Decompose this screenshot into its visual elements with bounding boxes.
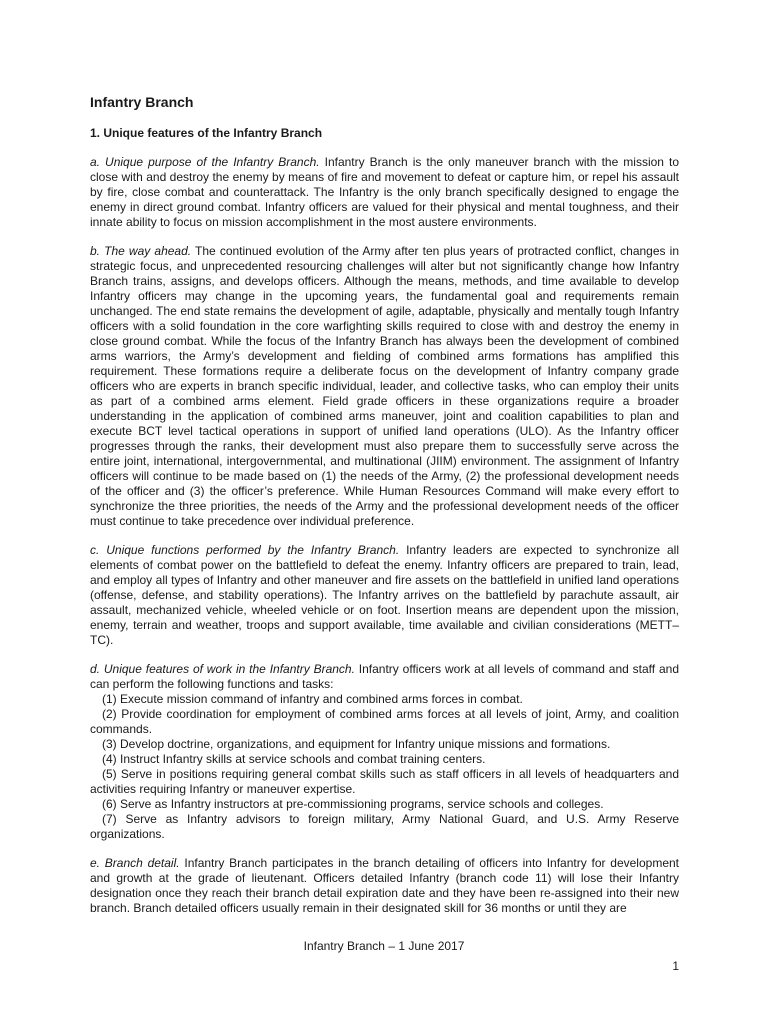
list-item: (6) Serve as Infantry instructors at pre-commissioning programs, service schools and colleges.: [102, 797, 604, 811]
document-page: [90, 94, 679, 930]
paragraph-text: Infantry Branch is the only maneuver branch with the mission to close with and destroy the enemy by means of fire and movement to defeat or capture him, or repel his assault by fire, close combat and counterattack. The Infantry is the only branch specifically designed to engage the enemy in direct ground combat. Infantry officers are valued for their physical and mental toughness, and their innate ability to focus on mission accomplishment in the most austere environments.: [90, 155, 679, 229]
paragraph-unique-purpose: [90, 155, 679, 230]
work-features-section: [90, 662, 679, 842]
paragraph-text: The continued evolution of the Army after ten plus years of protracted conflict, changes in strategic focus, and unprecedented resourcing challenges will alter but not significantly change how Infantry Branch trains, assigns, and develops officers. Although the means, methods, and time available to develop Infantry officers may change in the upcoming years, the fundamental goal and requirements remain unchanged. The end state remains the development of agile, adaptable, physically and mentally tough Infantry officers with a solid foundation in the core warfighting skills required to close with and destroy the enemy in close ground combat. While the focus of the Infantry Branch has always been the development of combined arms warriors, the Army’s development and fielding of combined arms formations has amplified this requirement. These formations require a deliberate focus on the development of Infantry company grade officers who are experts in branch specific individual, leader, and collective tasks, who can employ their units as part of a combined arms element. Field grade officers in these organizations require a broader understanding in the application of combined arms maneuver, joint and coalition capabilities to plan and execute BCT level tactical operations in support of unified land operations (ULO). As the Infantry officer progresses through the ranks, their development must also prepare them to successfully serve across the entire joint, international, intergovernmental, and multinational (JIIM) environment. The assignment of Infantry officers will continue to be made based on (1) the needs of the Army, (2) the professional development needs of the officer and (3) the officer’s preference. While Human Resources Command will make every effort to synchronize the three priorities, the needs of the Army and the professional development needs of the officer must continue to take precedence over individual preference.: [90, 244, 679, 528]
page-footer: Infantry Branch – 1 June 2017: [303, 939, 465, 953]
paragraph-way-ahead: [90, 244, 679, 529]
paragraph-work-features: [90, 662, 679, 692]
paragraph-lead: c. Unique functions performed by the Infantry Branch.: [90, 543, 400, 557]
list-item: (3) Develop doctrine, organizations, and equipment for Infantry unique missions and formations.: [102, 737, 611, 751]
list-item: (2) Provide coordination for employment of combined arms forces at all levels of joint, Army, and coalition commands.: [90, 707, 679, 736]
paragraph-lead: a. Unique purpose of the Infantry Branch.: [90, 155, 320, 169]
list-item: (4) Instruct Infantry skills at service schools and combat training centers.: [102, 752, 486, 766]
section-heading: 1. Unique features of the Infantry Branch: [90, 126, 323, 140]
list-item: (7) Serve as Infantry advisors to foreign military, Army National Guard, and U.S. Army Reserve organizations.: [90, 812, 679, 841]
paragraph-branch-detail: [90, 856, 679, 916]
paragraph-text: Infantry Branch participates in the branch detailing of officers into Infantry for development and growth at the grade of lieutenant. Officers detailed Infantry (branch code 11) will lose their Infantry designation once they reach their branch detail expiration date and they have been re-assigned into their new branch. Branch detailed officers usually remain in their designated skill for 36 months or until they are: [90, 856, 679, 915]
paragraph-lead: b. The way ahead.: [90, 244, 192, 258]
paragraph-text: Infantry leaders are expected to synchronize all elements of combat power on the battlefield to defeat the enemy. Infantry officers are prepared to train, lead, and employ all types of Infantry and other maneuver and fire assets on the battlefield in unified land operations (offense, defense, and stability operations). The Infantry arrives on the battlefield by parachute assault, air assault, mechanized vehicle, wheeled vehicle or on foot. Insertion means are dependent upon the mission, enemy, terrain and weather, troops and support available, time available and civilian considerations (METT–TC).: [90, 543, 679, 647]
paragraph-unique-functions: [90, 543, 679, 648]
list-item: (5) Serve in positions requiring general combat skills such as staff officers in all levels of headquarters and activities requiring Infantry or maneuver expertise.: [90, 767, 679, 796]
page-number: 1: [672, 959, 679, 973]
document-title: Infantry Branch: [90, 94, 194, 110]
paragraph-lead: e. Branch detail.: [90, 856, 180, 870]
list-item: (1) Execute mission command of infantry and combined arms forces in combat.: [102, 692, 523, 706]
paragraph-text: Infantry officers work at all levels of command and staff and can perform the following functions and tasks:: [90, 662, 679, 691]
paragraph-lead: d. Unique features of work in the Infantry Branch.: [90, 662, 355, 676]
